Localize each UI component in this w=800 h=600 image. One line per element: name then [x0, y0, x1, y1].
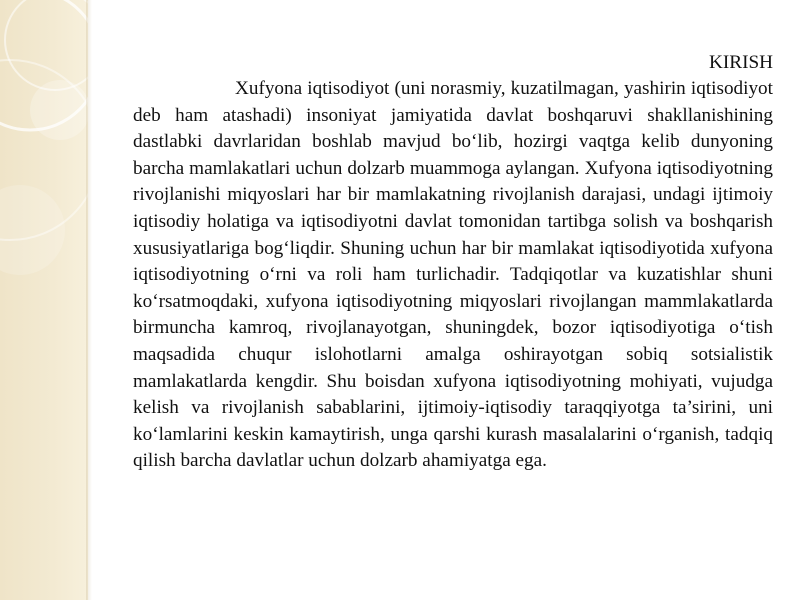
band-shadow — [86, 0, 92, 600]
slide-content — [133, 50, 773, 475]
slide-heading: KIRISH — [709, 52, 773, 73]
body-paragraph: Xufyona iqtisodiyot (uni norasmiy, kuzatilmagan, yashirin iqtisodiyot deb ham atashadi) insoniyat jamiyatida davlat boshqaruvi shakllanishining dastlabki davrlaridan boshlab mavjud bo‘lib, hozirgi vaqtga kelib dunyoning barcha mamlakatlari uchun dolzarb muammoga aylangan. Xufyona iqtisodiyotning rivojlanishi miqyoslari har bir mamlakatning rivojlanish darajasi, undagi ijtimoiy iqtisodiy holatiga va iqtisodiyotni davlat tomonidan tartibga solish va boshqarish xususiyatlariga bog‘liqdir. Shuning uchun har bir mamlakat iqtisodiyotida xufyona iqtisodiyotning o‘rni va roli ham turlichadir. Tadqiqotlar va kuzatishlar shuni ko‘rsatmoqdaki, xufyona iqtisodiyotning miqyoslari rivojlangan mammlakatlarda birmuncha kamroq, rivojlanayotgan, shuningdek, bozor iqtisodiyotiga o‘tish maqsadida chuqur islohotlarni amalga oshirayotgan sobiq sotsialistik mamlakatlarda kengdir. Shu boisdan xufyona iqtisodiyotning mohiyati, vujudga kelish va rivojlanish sabablarini, ijtimoiy-iqtisodiy taraqqiyotga ta’sirini, uni ko‘lamlarini keskin kamaytirish, unga qarshi kurash masalalarini o‘rganish, tadqiq qilish barcha davlatlar uchun dolzarb ahamiyatga ega. — [133, 78, 773, 472]
decorative-side-band — [0, 0, 88, 600]
decorative-circles — [0, 0, 88, 600]
